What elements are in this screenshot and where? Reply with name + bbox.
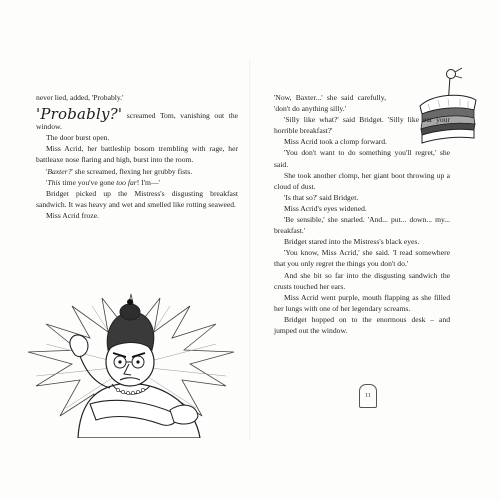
left-page-text	[36, 92, 238, 221]
paragraph: Miss Acrid went purple, mouth flapping as she filled her lungs with one of her legendary screams.	[274, 292, 450, 313]
paragraph: never lied, added, 'Probably.'	[36, 93, 124, 102]
paragraph: The door burst open.	[46, 133, 110, 143]
probably-word: 'Probably?'	[36, 105, 123, 124]
paragraph: Bridget stared into the Mistress's black eyes.	[284, 237, 420, 247]
paragraph: Miss Acrid took a clomp forward.	[284, 137, 387, 147]
paragraph: 'You know, Miss Acrid,' she said. 'I read somewhere that you only regret the things you don't do.'	[274, 248, 450, 269]
paragraph: 'Silly like what?' said Bridget. 'Silly like eat your horrible breakfast?'	[274, 115, 450, 136]
paragraph: 'You don't want to do something you'll regret,' she said.	[274, 148, 450, 169]
book-gutter	[249, 60, 251, 440]
paragraph: Bridget picked up the Mistress's disgusting breakfast sandwich. It was heavy and wet and smelled like rotting seaweed.	[36, 188, 238, 209]
page-number: 11	[359, 384, 377, 408]
paragraph: 'Is that so?' said Bridget.	[284, 192, 359, 202]
paragraph: 'Be sensible,' she snarled. 'And... put... down... my... breakfast.'	[274, 215, 450, 236]
paragraph: 'Now, Baxter...' she said carefully, 'don't do anything silly.'	[274, 93, 386, 114]
right-page-text	[274, 92, 450, 336]
paragraph: She took another clomp, her giant boot throwing up a cloud of dust.	[274, 170, 450, 191]
paragraph: Miss Acrid, her battleship bosom trembling with rage, her battleaxe nose flaring and high, burst into the room.	[36, 144, 238, 165]
paragraph: And she bit so far into the disgusting sandwich the crusts touched her ears.	[274, 270, 450, 291]
scream-paragraph: 'Probably?' screamed Tom, vanishing out the window.	[36, 105, 238, 132]
paragraph: Miss Acrid froze.	[46, 210, 99, 220]
paragraph: Miss Acrid's eyes widened.	[284, 203, 367, 213]
this-time-paragraph: 'This time you've gone too far! I'm—'	[46, 177, 160, 187]
paragraph: Bridget hopped on to the enormous desk – and jumped out the window.	[274, 314, 450, 335]
baxter-paragraph: 'Baxter?' she screamed, flexing her grubby fists.	[46, 166, 193, 176]
miss-acrid-illustration	[20, 292, 242, 438]
